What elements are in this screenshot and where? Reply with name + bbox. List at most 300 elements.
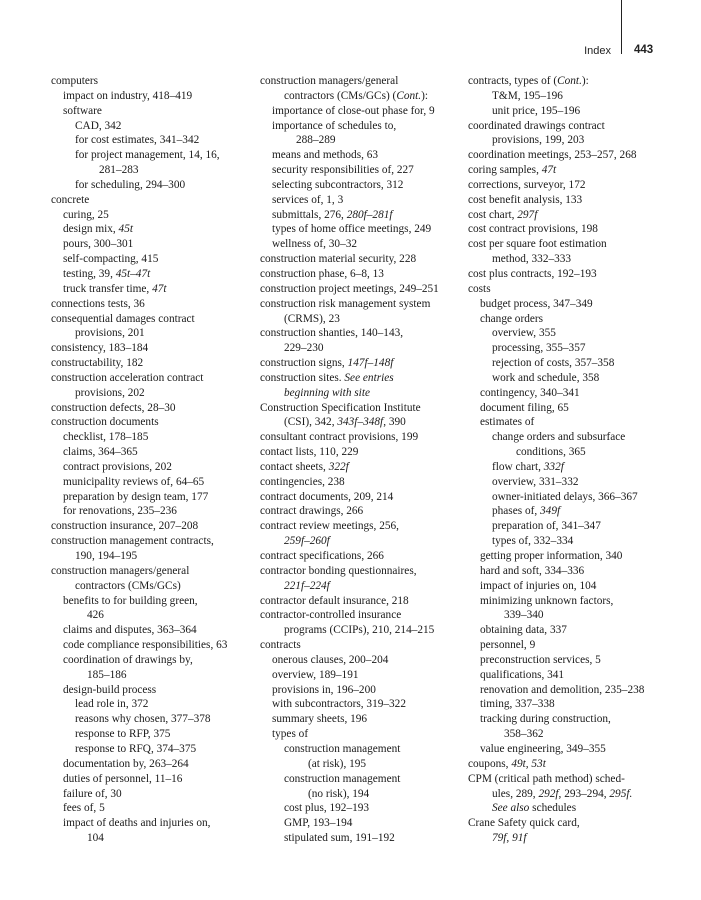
- entry-text: construction signs,: [260, 357, 348, 370]
- index-entry: [260, 787, 465, 802]
- index-entry: [260, 445, 465, 460]
- index-entry: [468, 623, 673, 638]
- index-entry: [468, 683, 673, 698]
- index-entry: [51, 668, 256, 683]
- entry-text: security responsibilities of, 227: [272, 164, 414, 177]
- entry-text: construction insurance, 207–208: [51, 520, 199, 533]
- entry-text: software: [63, 104, 102, 117]
- entry-text: costs: [468, 282, 491, 295]
- index-entry: [468, 222, 673, 237]
- index-entry: [51, 237, 256, 252]
- entry-text: contract provisions, 202: [63, 460, 172, 473]
- index-entry: [260, 594, 465, 609]
- index-entry: [260, 697, 465, 712]
- entry-text: 229–230: [284, 342, 324, 355]
- index-entry: [260, 801, 465, 816]
- index-column-1: [51, 74, 256, 846]
- entry-text: construction acceleration contract: [51, 371, 204, 384]
- index-entry: [468, 193, 673, 208]
- entry-text: construction defects, 28–30: [51, 401, 176, 414]
- entry-text: municipality reviews of, 64–65: [63, 475, 205, 488]
- page-number: 443: [634, 44, 654, 56]
- entry-text: (at risk), 195: [308, 757, 367, 770]
- index-entry: [51, 312, 256, 327]
- index-entry: [468, 534, 673, 549]
- index-entry: [260, 757, 465, 772]
- index-entry: [468, 74, 673, 89]
- entry-text: value engineering, 349–355: [480, 742, 606, 755]
- entry-text: construction project meetings, 249–251: [260, 282, 439, 295]
- entry-text: contingency, 340–341: [480, 386, 580, 399]
- index-entry: [468, 297, 673, 312]
- index-entry: [260, 564, 465, 579]
- entry-text: coring samples,: [468, 164, 542, 177]
- entry-text: construction material security, 228: [260, 253, 417, 266]
- entry-text: construction managers/general: [260, 75, 399, 87]
- entry-text: contracts, types of (: [468, 75, 558, 87]
- entry-text: 190, 194–195: [75, 550, 138, 562]
- entry-text: connections tests, 36: [51, 297, 145, 310]
- entry-italic: 349f: [540, 505, 561, 518]
- index-entry: [468, 178, 673, 193]
- index-entry: [260, 712, 465, 727]
- index-entry: [51, 208, 256, 223]
- entry-text: claims and disputes, 363–364: [63, 624, 197, 637]
- entry-text: overview, 331–332: [492, 475, 579, 488]
- entry-text: construction risk management system: [260, 297, 431, 310]
- index-entry: [468, 564, 673, 579]
- index-entry: [260, 297, 465, 312]
- entry-text: contract specifications, 266: [260, 550, 384, 562]
- index-entry: [260, 430, 465, 445]
- entry-italic: 259f–260f: [284, 535, 330, 548]
- index-entry: [51, 831, 256, 846]
- index-entry: [51, 371, 256, 386]
- entry-italic: 297f: [517, 208, 538, 221]
- index-entry: [51, 386, 256, 401]
- entry-text: timing, 337–338: [480, 698, 555, 711]
- index-entry: [468, 312, 673, 327]
- entry-text: stipulated sum, 191–192: [284, 832, 395, 845]
- entry-text: types of, 332–334: [492, 535, 574, 548]
- entry-text: contractors (CMs/GCs): [75, 579, 181, 592]
- index-entry: [51, 683, 256, 698]
- entry-text: coupons,: [468, 757, 512, 770]
- entry-text: conditions, 365: [516, 446, 586, 459]
- index-entry: [51, 460, 256, 475]
- index-entry: [51, 727, 256, 742]
- index-entry: [51, 297, 256, 312]
- index-entry: [468, 772, 673, 787]
- entry-text: duties of personnel, 11–16: [63, 772, 183, 785]
- index-entry: [260, 490, 465, 505]
- entry-text: cost plus, 192–193: [284, 802, 370, 815]
- entry-italic: beginning with site: [284, 386, 370, 399]
- entry-italic: Cont.: [396, 89, 422, 102]
- entry-text: change orders: [480, 312, 544, 325]
- entry-text: hard and soft, 334–336: [480, 564, 585, 577]
- index-entry: [468, 163, 673, 178]
- index-entry: [260, 831, 465, 846]
- index-entry: [468, 638, 673, 653]
- entry-text: 288–289: [296, 134, 336, 147]
- entry-text: claims, 364–365: [63, 446, 138, 459]
- entry-text: constructability, 182: [51, 357, 144, 370]
- entry-text: provisions, 202: [75, 386, 145, 399]
- entry-text: response to RFP, 375: [75, 728, 171, 741]
- entry-italic: 45t: [118, 223, 133, 236]
- entry-text: construction documents: [51, 416, 159, 429]
- entry-text: coordination of drawings by,: [63, 653, 193, 666]
- entry-italic: 322f: [328, 460, 349, 473]
- index-entry: [468, 801, 673, 816]
- index-entry: [51, 430, 256, 445]
- entry-italic: 47t: [541, 164, 557, 177]
- entry-text: CPM (critical path method) sched-: [468, 772, 625, 785]
- index-entry: [468, 119, 673, 134]
- index-entry: [51, 326, 256, 341]
- index-entry: [260, 252, 465, 267]
- index-entry: [468, 504, 673, 519]
- entry-italic: 332f: [543, 460, 564, 473]
- entry-text: for project management, 14, 16,: [75, 149, 220, 162]
- entry-text: cost benefit analysis, 133: [468, 193, 583, 206]
- entry-text: document filing, 65: [480, 401, 569, 414]
- entry-text: (no risk), 194: [308, 787, 370, 800]
- entry-text: provisions in, 196–200: [272, 683, 376, 696]
- entry-text: curing, 25: [63, 208, 109, 221]
- entry-text: design-build process: [63, 683, 157, 696]
- entry-text: 185–186: [87, 668, 127, 681]
- entry-italic: See also: [492, 802, 530, 815]
- index-entry: [468, 712, 673, 727]
- index-entry: [51, 252, 256, 267]
- index-entry: [468, 430, 673, 445]
- entry-text: owner-initiated delays, 366–367: [492, 490, 638, 503]
- index-entry: [468, 831, 673, 846]
- index-entry: [51, 282, 256, 297]
- entry-text: summary sheets, 196: [272, 713, 368, 726]
- index-entry: [260, 356, 465, 371]
- index-entry: [468, 608, 673, 623]
- index-entry: [468, 475, 673, 490]
- index-entry: [260, 683, 465, 698]
- index-entry: [260, 89, 465, 104]
- entry-text: ):: [421, 89, 429, 102]
- index-entry: [51, 594, 256, 609]
- index-entry: [51, 504, 256, 519]
- entry-text: flow chart,: [492, 460, 544, 473]
- entry-text: contractor default insurance, 218: [260, 594, 409, 607]
- index-entry: [51, 356, 256, 371]
- entry-text: computers: [51, 75, 99, 87]
- entry-text: for renovations, 235–236: [63, 505, 177, 518]
- entry-text: personnel, 9: [480, 639, 536, 652]
- entry-text: checklist, 178–185: [63, 431, 149, 444]
- entry-text: testing, 39,: [63, 267, 116, 280]
- index-entry: [260, 237, 465, 252]
- running-header: Index: [584, 45, 611, 57]
- index-entry: [51, 772, 256, 787]
- index-entry: [468, 787, 673, 802]
- index-entry: [51, 193, 256, 208]
- index-entry: [260, 282, 465, 297]
- entry-italic: Cont.: [557, 75, 582, 87]
- entry-text: (CRMS), 23: [284, 312, 340, 325]
- index-entry: [51, 119, 256, 134]
- entry-text: processing, 355–357: [492, 342, 586, 355]
- entry-italic: 280f–281f: [346, 208, 393, 221]
- entry-text: impact of deaths and injuries on,: [63, 817, 211, 830]
- index-entry: [468, 579, 673, 594]
- entry-text: contract drawings, 266: [260, 505, 364, 518]
- index-entry: [468, 697, 673, 712]
- entry-text: minimizing unknown factors,: [480, 594, 614, 607]
- entry-text: (CSI), 342,: [284, 416, 338, 429]
- index-entry: [468, 237, 673, 252]
- entry-text: construction shanties, 140–143,: [260, 327, 404, 340]
- entry-text: coordinated drawings contract: [468, 119, 605, 132]
- index-entry: [51, 653, 256, 668]
- entry-text: types of: [272, 728, 309, 741]
- entry-text: services of, 1, 3: [272, 193, 344, 206]
- entry-text: preparation of, 341–347: [492, 520, 601, 533]
- index-entry: [260, 193, 465, 208]
- index-entry: [51, 787, 256, 802]
- index-entry: [260, 267, 465, 282]
- index-entry: [468, 460, 673, 475]
- entry-text: types of home office meetings, 249: [272, 223, 432, 236]
- entry-text: , 390: [383, 416, 406, 429]
- entry-text: wellness of, 30–32: [272, 238, 358, 251]
- entry-text: construction managers/general: [51, 564, 190, 577]
- entry-text: with subcontractors, 319–322: [272, 698, 406, 711]
- index-entry: [260, 534, 465, 549]
- index-entry: [51, 490, 256, 505]
- index-entry: [51, 757, 256, 772]
- index-column-2: [260, 74, 465, 846]
- index-entry: [260, 104, 465, 119]
- index-entry: [260, 653, 465, 668]
- index-entry: [260, 163, 465, 178]
- index-entry: [51, 475, 256, 490]
- index-entry: [51, 801, 256, 816]
- index-entry: [51, 564, 256, 579]
- index-entry: [260, 148, 465, 163]
- entry-italic: See entries: [344, 371, 394, 384]
- index-entry: [468, 104, 673, 119]
- index-entry: [51, 401, 256, 416]
- index-entry: [260, 742, 465, 757]
- entry-text: , 293–294,: [558, 787, 610, 800]
- index-entry: [468, 490, 673, 505]
- entry-italic: 47t: [152, 282, 167, 295]
- entry-text: self-compacting, 415: [63, 253, 159, 266]
- index-entry: [51, 74, 256, 89]
- entry-text: programs (CCIPs), 210, 214–215: [284, 624, 435, 637]
- entry-text: concrete: [51, 193, 90, 206]
- entry-text: importance of schedules to,: [272, 119, 397, 132]
- index-entry: [260, 504, 465, 519]
- entry-text: contingencies, 238: [260, 475, 345, 488]
- index-entry: [260, 178, 465, 193]
- entry-text: truck transfer time,: [63, 282, 153, 295]
- entry-text: submittals, 276,: [272, 208, 347, 221]
- entry-text: contact sheets,: [260, 460, 329, 473]
- index-entry: [468, 282, 673, 297]
- entry-text: ules, 289,: [492, 787, 539, 800]
- entry-text: 281–283: [99, 164, 139, 177]
- index-entry: [260, 772, 465, 787]
- entry-text: preconstruction services, 5: [480, 653, 601, 666]
- index-entry: [51, 104, 256, 119]
- index-entry: [51, 445, 256, 460]
- entry-text: contact lists, 110, 229: [260, 446, 359, 459]
- index-entry: [260, 727, 465, 742]
- entry-text: cost plus contracts, 192–193: [468, 267, 597, 280]
- index-entry: [260, 579, 465, 594]
- index-entry: [468, 386, 673, 401]
- entry-text: ):: [581, 75, 589, 87]
- index-entry: [260, 608, 465, 623]
- index-entry: [51, 519, 256, 534]
- index-entry: [468, 757, 673, 772]
- index-entry: [51, 222, 256, 237]
- entry-text: importance of close-out phase for, 9: [272, 104, 435, 117]
- entry-text: pours, 300–301: [63, 238, 134, 251]
- entry-text: corrections, surveyor, 172: [468, 178, 586, 191]
- entry-text: GMP, 193–194: [284, 817, 353, 830]
- index-entry: [468, 549, 673, 564]
- entry-text: consistency, 183–184: [51, 342, 149, 355]
- entry-italic: 45t–47t: [115, 267, 151, 280]
- index-entry: [468, 208, 673, 223]
- index-entry: [468, 445, 673, 460]
- entry-text: contractor-controlled insurance: [260, 609, 402, 622]
- index-entry: [51, 178, 256, 193]
- index-entry: [260, 638, 465, 653]
- index-entry: [260, 119, 465, 134]
- index-entry: [51, 697, 256, 712]
- index-entry: [468, 371, 673, 386]
- index-entry: [468, 356, 673, 371]
- index-entry: [51, 163, 256, 178]
- entry-text: phases of,: [492, 505, 541, 518]
- index-entry: [51, 341, 256, 356]
- index-entry: [260, 401, 465, 416]
- entry-text: construction management contracts,: [51, 535, 214, 548]
- index-entry: [260, 475, 465, 490]
- entry-text: unit price, 195–196: [492, 104, 581, 117]
- entry-text: fees of, 5: [63, 802, 105, 815]
- entry-text: lead role in, 372: [75, 698, 149, 711]
- entry-text: rejection of costs, 357–358: [492, 357, 615, 370]
- index-entry: [468, 341, 673, 356]
- index-entry: [260, 549, 465, 564]
- entry-text: selecting subcontractors, 312: [272, 178, 404, 191]
- entry-italic: 147f–148f: [347, 357, 394, 370]
- entry-italic: 79f, 91f: [492, 832, 527, 845]
- index-entry: [51, 816, 256, 831]
- index-entry: [468, 401, 673, 416]
- entry-text: overview, 189–191: [272, 668, 359, 681]
- index-entry: [468, 326, 673, 341]
- index-entry: [260, 312, 465, 327]
- entry-text: preparation by design team, 177: [63, 490, 209, 503]
- entry-text: 104: [87, 832, 104, 845]
- index-entry: [51, 549, 256, 564]
- entry-text: change orders and subsurface: [492, 431, 626, 444]
- entry-text: cost per square foot estimation: [468, 238, 607, 251]
- entry-text: impact on industry, 418–419: [63, 89, 193, 102]
- entry-text: benefits to for building green,: [63, 594, 198, 607]
- index-entry: [260, 326, 465, 341]
- index-entry: [260, 133, 465, 148]
- entry-text: consequential damages contract: [51, 312, 195, 325]
- entry-text: 358–362: [504, 728, 544, 741]
- entry-text: work and schedule, 358: [492, 371, 600, 384]
- index-entry: [260, 74, 465, 89]
- entry-text: overview, 355: [492, 327, 556, 340]
- entry-text: renovation and demolition, 235–238: [480, 683, 645, 696]
- entry-italic: 292f: [538, 787, 559, 800]
- index-entry: [260, 623, 465, 638]
- index-entry: [51, 534, 256, 549]
- index-entry: [468, 727, 673, 742]
- entry-text: cost contract provisions, 198: [468, 223, 598, 236]
- entry-italic: 49t, 53t: [511, 757, 546, 770]
- index-entry: [468, 594, 673, 609]
- entry-text: provisions, 201: [75, 327, 145, 340]
- entry-text: contractor bonding questionnaires,: [260, 564, 417, 577]
- index-entry: [260, 371, 465, 386]
- entry-text: T&M, 195–196: [492, 89, 563, 102]
- entry-text: means and methods, 63: [272, 149, 379, 162]
- entry-text: tracking during construction,: [480, 713, 611, 726]
- entry-text: consultant contract provisions, 199: [260, 431, 419, 444]
- entry-text: documentation by, 263–264: [63, 757, 189, 770]
- entry-text: provisions, 199, 203: [492, 134, 585, 147]
- index-entry: [51, 608, 256, 623]
- index-entry: [260, 460, 465, 475]
- index-entry: [260, 208, 465, 223]
- entry-text: construction management: [284, 742, 401, 755]
- index-entry: [468, 133, 673, 148]
- index-entry: [51, 267, 256, 282]
- index-entry: [51, 579, 256, 594]
- index-entry: [468, 415, 673, 430]
- index-entry: [468, 267, 673, 282]
- index-entry: [51, 148, 256, 163]
- entry-text: impact of injuries on, 104: [480, 579, 597, 592]
- index-entry: [260, 415, 465, 430]
- entry-text: obtaining data, 337: [480, 624, 567, 637]
- entry-italic: 343f–348f: [337, 416, 384, 429]
- entry-text: estimates of: [480, 416, 535, 429]
- entry-text: CAD, 342: [75, 119, 122, 132]
- entry-text: construction management: [284, 772, 401, 785]
- index-entry: [468, 668, 673, 683]
- index-entry: [260, 341, 465, 356]
- entry-text: contractors (CMs/GCs) (: [284, 89, 397, 102]
- index-entry: [51, 742, 256, 757]
- entry-text: Construction Specification Institute: [260, 401, 421, 414]
- index-entry: [51, 415, 256, 430]
- index-entry: [51, 133, 256, 148]
- entry-italic: 295f.: [609, 787, 633, 800]
- entry-text: coordination meetings, 253–257, 268: [468, 149, 637, 162]
- entry-text: budget process, 347–349: [480, 297, 593, 310]
